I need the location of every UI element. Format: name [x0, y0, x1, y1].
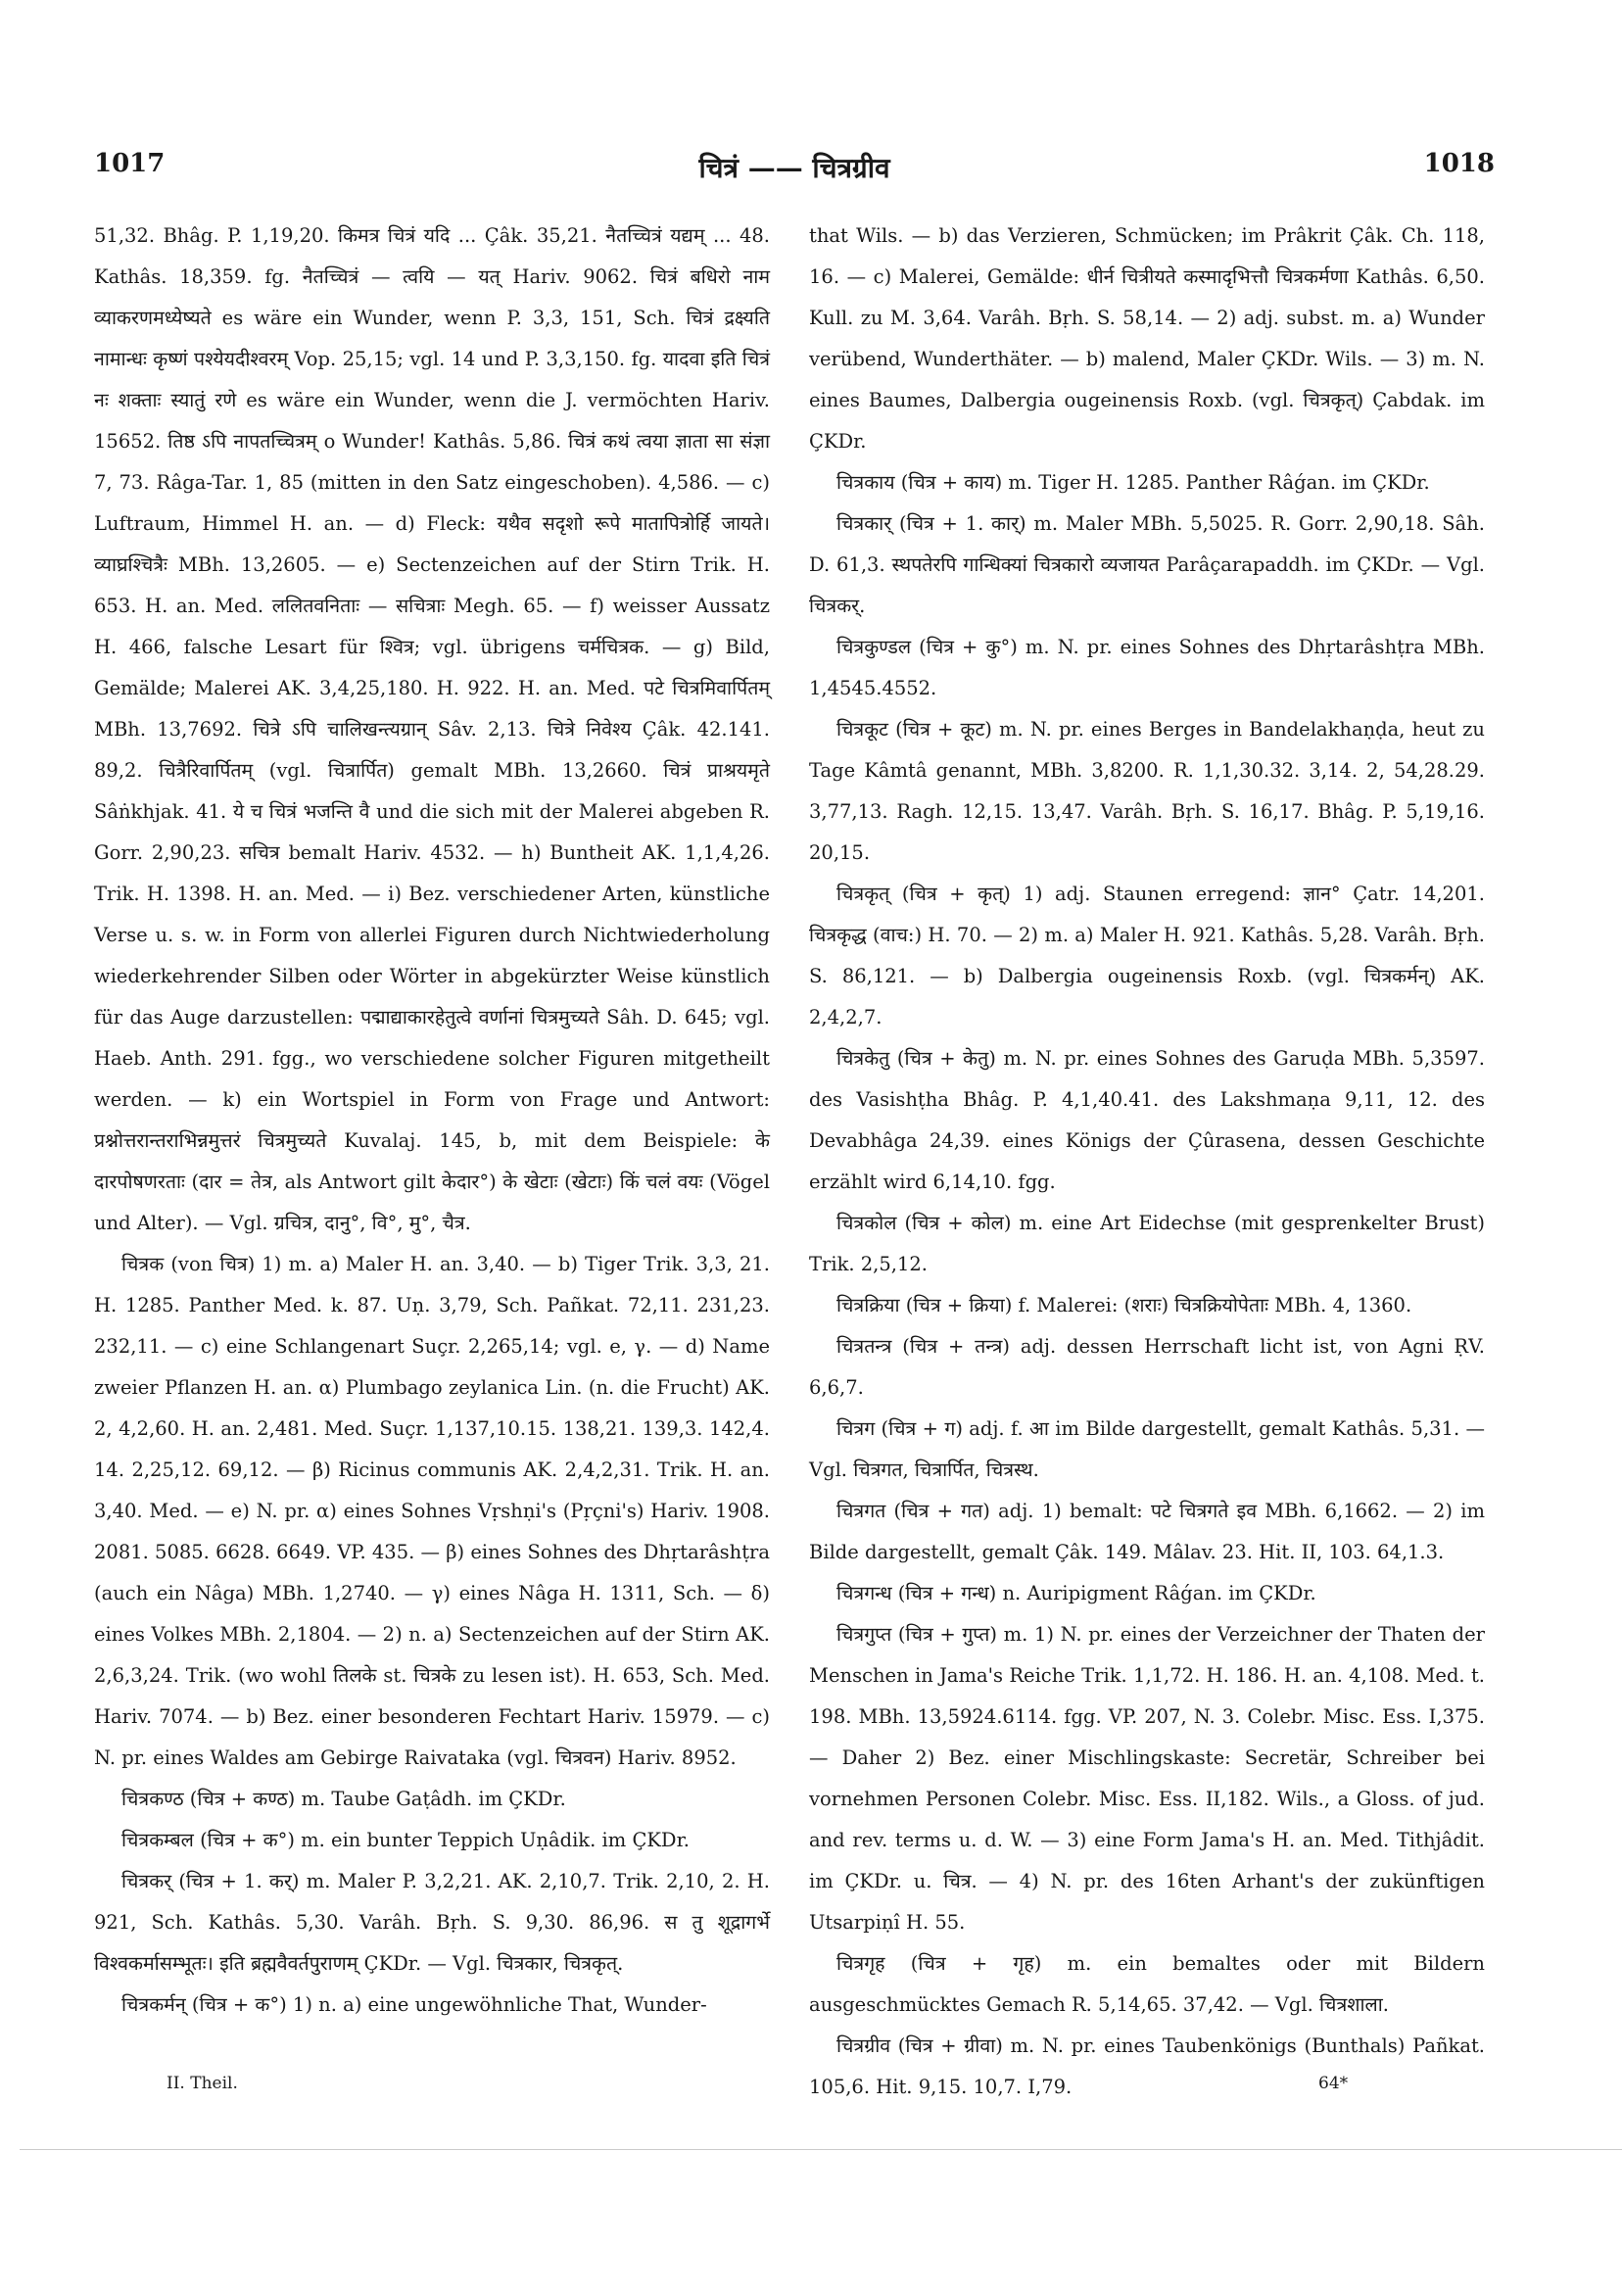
entry-chitraka: चित्रक (von चित्र) 1) m. a) Maler H. an. 3,40. — b) Tiger Trik. 3,3, 21. H. 1285. Panther Med. k. 87. Uṇ. 3,79, Sch. Pañkat. 72,11. 231,23. 232,11. — c) eine Schlangenart Suçr. 2,265,14; vgl. e, γ. — d) Name zweier Pflanzen H. an. α) Plumbago zeylanica Lin. (n. die Frucht) AK. 2, 4,2,60. H. an. 2,481. Med. Suçr. 1,137,10.15. 138,21. 139,3. 142,4. 14. 2,25,12. 69,12. — β) Ricinus communis AK. 2,4,2,31. Trik. H. an. 3,40. Med. — e) N. pr. α) eines Sohnes Vṛshṇi's (Pṛçni's) Hariv. 1908. 2081. 5085. 6628. 6649. VP. 435. — β) eines Sohnes des Dhṛtarâshṭra (auch ein Nâga) MBh. 1,2740. — γ) eines Nâga H. 1311, Sch. — δ) eines Volkes MBh. 2,1804. — 2) n. a) Sectenzeichen auf der Stirn AK. 2,6,3,24. Trik. (wo wohl तिलके st. चित्रके zu lesen ist). H. 653, Sch. Med. Hariv. 7074. — b) Bez. einer besonderen Fechtart Hariv. 15979. — c) N. pr. eines Waldes am Gebirge Raivataka (vgl. चित्रवन) Hariv. 8952. [94, 1253, 770, 1769]
entry-chitrakaya: चित्रकाय (चित्र + काय) m. Tiger H. 1285. Panther Râǵan. im ÇKDr. [836, 471, 1430, 494]
left-column [94, 215, 770, 2028]
signature-mark: 64* [1318, 2074, 1349, 2093]
page-number-left: 1017 [94, 149, 166, 178]
running-title: चित्रं —— चित्रग्रीव [698, 152, 890, 184]
entry-chitragata: चित्रगत (चित्र + गत) adj. 1) bemalt: पटे चित्रगते इव MBh. 6,1662. — 2) im Bilde dargestellt, gemalt Çâk. 149. Mâlav. 23. Hit. II, 103. 64,1.3. [809, 1500, 1485, 1563]
entry-chitrakara: चित्रकर् (चित्र + 1. कर्) m. Maler P. 3,2,21. AK. 2,10,7. Trik. 2,10, 2. H. 921, Sch. Kathâs. 5,30. Varâh. Bṛh. S. 9,30. 86,96. स तु शूद्रागर्भे विश्वकर्मासम्भूतः। इति ब्रह्मवैवर्तपुराणम् ÇKDr. — Vgl. चित्रकार, चित्रकृत्. [94, 1870, 770, 1975]
bottom-rule [20, 2149, 1622, 2150]
entry-chitrakambala: चित्रकम्बल (चित्र + क°) m. ein bunter Teppich Uṇâdik. im ÇKDr. [121, 1829, 690, 1851]
right-column [809, 215, 1485, 2098]
volume-note: II. Theil. [167, 2074, 238, 2093]
entry-chitrakundala: चित्रकुण्डल (चित्र + कु°) m. N. pr. eines Sohnes des Dhṛtarâshṭra MBh. 1,4545.4552. [809, 636, 1485, 699]
entry-chitrakrt: चित्रकृत् (चित्र + कृत्) 1) adj. Staunen erregend: ज्ञान° Çatr. 14,201. चित्रकृद्ध (वाच:) H. 70. — 2) m. a) Maler H. 921. Kathâs. 5,28. Varâh. Bṛh. S. 86,121. — b) Dalbergia ougeinensis Roxb. (vgl. चित्रकर्मन्) AK. 2,4,2,7. [809, 883, 1485, 1028]
entry-chitrakriya: चित्रक्रिया (चित्र + क्रिया) f. Malerei: (शराः) चित्रक्रियोपेताः MBh. 4, 1360. [836, 1294, 1412, 1316]
entry-chitratantra: चित्रतन्त्र (चित्र + तन्त्र) adj. dessen Herrschaft licht ist, von Agni ṚV. 6,6,7. [809, 1335, 1485, 1399]
page-number-right: 1018 [1423, 149, 1495, 178]
entry-chitrakuta: चित्रकूट (चित्र + कूट) m. N. pr. eines Berges in Bandelakhaṇḍa, heut zu Tage Kâmtâ genannt, MBh. 3,8200. R. 1,1,30.32. 3,14. 2, 54,28.29. 3,77,13. Ragh. 12,15. 13,47. Varâh. Bṛh. S. 16,17. Bhâg. P. 5,19,16. 20,15. [809, 718, 1485, 864]
entry-chitra-continued: 51,32. Bhâg. P. 1,19,20. किमत्र चित्रं यदि ... Çâk. 35,21. नैतच्चित्रं यद्यम् ... 48. Kathâs. 18,359. fg. नैतच्चित्रं — त्वयि — यत् Hariv. 9062. चित्रं बधिरो नाम व्याकरणमध्येष्यते es wäre ein Wunder, wenn P. 3,3, 151, Sch. चित्रं द्रक्ष्यति नामान्धः कृष्णं पश्येयदीश्वरम् Vop. 25,15; vgl. 14 und P. 3,3,150. fg. यादवा इति चित्रं नः शक्ताः स्यातुं रणे es wäre ein Wunder, wenn die J. vermöchten Hariv. 15652. तिष्ठ ऽपि नापतच्चित्रम् o Wunder! Kathâs. 5,86. चित्रं कथं त्वया ज्ञाता सा संज्ञा 7, 73. Râga-Tar. 1, 85 (mitten in den Satz eingeschoben). 4,586. — c) Luftraum, Himmel H. an. — d) Fleck: यथैव सदृशो रूपे मातापित्रोर्हि जायते। व्याघ्रश्चित्रैः MBh. 13,2605. — e) Sectenzeichen auf der Stirn Trik. H. 653. H. an. Med. ललितवनिताः — सचित्राः Megh. 65. — f) weisser Aussatz H. 466, falsche Lesart für श्वित्र; vgl. übrigens चर्मचित्रक. — g) Bild, Gemälde; Malerei AK. 3,4,25,180. H. 922. H. an. Med. पटे चित्रमिवार्पितम् MBh. 13,7692. चित्रे ऽपि चालिखन्त्यग्रान् Sâv. 2,13. चित्रे निवेश्य Çâk. 42.141. 89,2. चित्रैरिवार्पितम् (vgl. चित्रार्पित) gemalt MBh. 13,2660. चित्रं प्राश्रयमृते Sâṅkhjak. 41. ये च चित्रं भजन्ति वै und die sich mit der Malerei abgeben R. Gorr. 2,90,23. सचित्र bemalt Hariv. 4532. — h) Buntheit AK. 1,1,4,26. Trik. H. 1398. H. an. Med. — i) Bez. verschiedener Arten, künstliche Verse u. s. w. in Form von allerlei Figuren durch Nichtwiederholung wiederkehrender Silben oder Wörter in abgekürzter Weise künstlich für das Auge darzustellen: पद्माद्याकारहेतुत्वे वर्णानां चित्रमुच्यते Sâh. D. 645; vgl. Haeb. Anth. 291. fgg., wo verschiedene solcher Figuren mitgetheilt werden. — k) ein Wortspiel in Form von Frage und Antwort: प्रश्नोत्तरान्तराभिन्नमुत्तरं चित्रमुच्यते Kuvalaj. 145, b, mit dem Beispiele: के दारपोषणरताः (दार = तेत्र, als Antwort gilt केदार°) के खेटाः (खेटाः) किं चलं वयः (Vögel und Alter). — Vgl. ग्रचित्र, दानु°, वि°, मु°, चैत्र. [94, 224, 770, 1234]
entry-chitraga: चित्रग (चित्र + ग) adj. f. आ im Bilde dargestellt, gemalt Kathâs. 5,31. — Vgl. चित्रगत, चित्रार्पित, चित्रस्थ. [809, 1417, 1485, 1481]
entry-chitrakantha: चित्रकण्ठ (चित्र + कण्ठ) m. Taube Gaṭâdh. im ÇKDr. [121, 1788, 566, 1810]
page-header [94, 149, 1495, 198]
entry-chitragupta: चित्रगुप्त (चित्र + गुप्त) m. 1) N. pr. eines der Verzeichner der Thaten der Menschen in Jama's Reiche Trik. 1,1,72. H. 186. H. an. 4,108. Med. t. 198. MBh. 13,5924.6114. fgg. VP. 207, N. 3. Colebr. Misc. Ess. I,375. — Daher 2) Bez. einer Mischlingskaste: Secretär, Schreiber bei vornehmen Personen Colebr. Misc. Ess. II,182. Wils., a Gloss. of jud. and rev. terms u. d. W. — 3) eine Form Jama's H. an. Med. Tithjâdit. im ÇKDr. u. चित्र. — 4) N. pr. des 16ten Arhant's der zukünftigen Utsarpiṇî H. 55. [809, 1623, 1485, 1934]
entry-chitrakar: चित्रकार् (चित्र + 1. कार्) m. Maler MBh. 5,5025. R. Gorr. 2,90,18. Sâh. D. 61,3. स्थपतेरपि गान्धिक्यां चित्रकारो व्यजायत Parâçarapaddh. im ÇKDr. — Vgl. चित्रकर्. [809, 512, 1485, 617]
entry-chitragriva: चित्रग्रीव (चित्र + ग्रीवा) m. N. pr. eines Taubenkönigs (Bunthals) Pañkat. 105,6. Hit. 9,15. 10,7. I,79. [809, 2034, 1485, 2098]
entry-chitrakarman-continued: that Wils. — b) das Verzieren, Schmücken; im Prâkrit Çâk. Ch. 118, 16. — c) Malerei, Gemälde: धीर्न चित्रीयते कस्मादृभित्तौ चित्रकर्मणा Kathâs. 6,50. Kull. zu M. 3,64. Varâh. Bṛh. S. 58,14. — 2) adj. subst. m. a) Wunder verübend, Wunderthäter. — b) malend, Maler ÇKDr. Wils. — 3) m. N. eines Baumes, Dalbergia ougeinensis Roxb. (vgl. चित्रकृत्) Çabdak. im ÇKDr. [809, 224, 1485, 453]
entry-chitraketu: चित्रकेतु (चित्र + केतु) m. N. pr. eines Sohnes des Garuḍa MBh. 5,3597. des Vasishṭha Bhâg. P. 4,1,40.41. des Lakshmaṇa 9,11, 12. des Devabhâga 24,39. eines Königs der Çûrasena, dessen Geschichte erzählt wird 6,14,10. fgg. [809, 1047, 1485, 1193]
entry-chitragandha: चित्रगन्ध (चित्र + गन्ध) n. Auripigment Râǵan. im ÇKDr. [836, 1582, 1316, 1604]
entry-chitrakola: चित्रकोल (चित्र + कोल) m. eine Art Eidechse (mit gesprenkelter Brust) Trik. 2,5,12. [809, 1212, 1485, 1275]
entry-chitragrha: चित्रगृह (चित्र + गृह) m. ein bemaltes oder mit Bildern ausgeschmücktes Gemach R. 5,14,65. 37,42. — Vgl. चित्रशाला. [809, 1952, 1485, 2016]
entry-chitrakarman: चित्रकर्मन् (चित्र + क°) 1) n. a) eine ungewöhnliche That, Wunder- [121, 1993, 707, 2016]
